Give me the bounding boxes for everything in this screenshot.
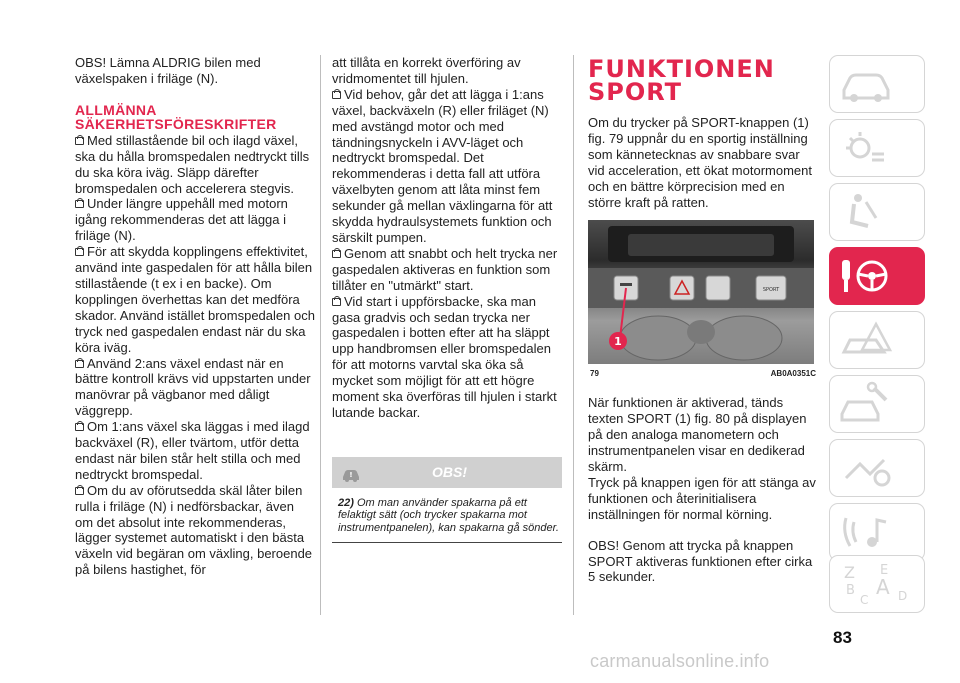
- dashboard-lights-icon: [836, 124, 896, 172]
- note-bullet-icon: [75, 487, 84, 495]
- side-tab-safety[interactable]: [829, 183, 925, 241]
- page-number: 83: [833, 628, 852, 647]
- sport-deactivate-text: Tryck på knappen igen för att stänga av funktionen och återinitialisera inställningen för normal körning.: [588, 474, 816, 522]
- note-header: [332, 457, 562, 488]
- callout-number: 1: [614, 335, 622, 349]
- warning-triangle-car-icon: [836, 316, 896, 364]
- bullet-item: Använd 2:ans växel endast när en bättre kontroll krävs vid uppstarten under manövrar på vägbanor med dåligt väggrepp.: [75, 355, 311, 419]
- figure-number: 79: [590, 369, 599, 379]
- intro-text: OBS! Lämna ALDRIG bilen med växelspaken i friläge (N).: [75, 55, 261, 86]
- note-box: [332, 457, 562, 544]
- figure-caption: [588, 364, 818, 382]
- car-warning-icon: [340, 463, 362, 483]
- side-tab-dashboard[interactable]: [829, 119, 925, 177]
- bullet-item: Vid behov, går det att lägga i 1:ans växel, backväxeln (R) eller friläget (N) med avstängd motor och med tändningsnyckeln i AVV-läget och nedtryckt bromspedal. Det rekommenderas i detta fall att utföra växelbyten genom att låta minst fem sekunder gå mellan växlingarna för att skydda hydraulsystemets funktion och särskilt pumpen.: [332, 86, 553, 245]
- note-title: OBS!: [432, 463, 467, 480]
- note-bullet-icon: [75, 137, 84, 145]
- bullet-item: Om du av oförutsedda skäl låter bilen rulla i friläge (N) i nedförsbackar, även om det absolut inte rekommenderas, lägger systemet automatiskt i den bästa växeln vid begäran om växling, beroende på bilens hastighet, för: [75, 482, 313, 578]
- column-divider: [573, 55, 574, 615]
- note-number: 22): [338, 496, 354, 509]
- svg-text:B: B: [846, 583, 855, 598]
- note-text: Om man använder spakarna på ett felaktigt sätt (och trycker spakarna mot instrumentpanelen), kan spakarna gå sönder.: [338, 496, 559, 534]
- continued-text: att tillåta en korrekt överföring av vridmomentet till hjulen.: [332, 55, 521, 86]
- note-bullet-icon: [332, 298, 341, 306]
- svg-text:D: D: [898, 589, 908, 603]
- figure-code: AB0A0351C: [770, 369, 816, 379]
- note-bullet-icon: [332, 91, 341, 99]
- middle-column: [332, 55, 562, 543]
- side-tab-technical-data[interactable]: [829, 439, 925, 497]
- right-column: [588, 55, 818, 585]
- bullet-item: Under längre uppehåll med motorn igång rekommenderas det att lägga i friläge (N).: [75, 196, 288, 244]
- section-heading-safety: ALLMÄNNA SÄKERHETSFÖRESKRIFTER: [75, 101, 277, 132]
- multimedia-icon: [836, 508, 896, 556]
- sport-note-text: OBS! Genom att trycka på knappen SPORT aktiveras funktionen efter cirka 5 sekunder.: [588, 537, 813, 585]
- side-tab-start-drive[interactable]: [829, 247, 925, 305]
- bullet-item: Genom att snabbt och helt trycka ner gaspedalen aktiveras en funktion som tillåter en "utmärkt" start.: [332, 245, 558, 293]
- wrench-car-icon: [836, 380, 896, 428]
- seat-airbag-icon: [836, 188, 896, 236]
- car-icon: [836, 60, 896, 108]
- note-bullet-icon: [75, 248, 84, 256]
- note-bullet-icon: [75, 200, 84, 208]
- section-heading-sport: FUNKTIONEN SPORT: [588, 55, 775, 106]
- svg-text:E: E: [880, 563, 889, 578]
- svg-text:Z: Z: [844, 563, 855, 582]
- note-bullet-icon: [332, 250, 341, 258]
- svg-text:C: C: [860, 593, 869, 607]
- bullet-item: Vid start i uppförsbacke, ska man gasa gradvis och sedan trycka ner gaspedalen i botten efter att ha släppt upp handbromsen eller bromspedalen för att motorns varvtal ska öka så mycket som möjligt för att ett högre moment ska överföras till hjulen i starkt lutande backar.: [332, 293, 557, 420]
- bullet-item: Med stillastående bil och ilagd växel, ska du hålla bromspedalen nedtryckt tills du ska köra iväg. Släpp därefter bromspedalen och accelerera stegvis.: [75, 132, 310, 196]
- bullet-item: För att skydda kopplingens effektivitet, använd inte gaspedalen för att hålla bilen stillastående (t ex i en backe). Om kopplingen överhettas kan det medföra skador. Använd istället bromspedalen och tryck ned gaspedalen endast när du ska köra iväg.: [75, 244, 315, 355]
- note-bullet-icon: [75, 360, 84, 368]
- column-divider: [320, 55, 321, 615]
- side-tab-car[interactable]: [829, 55, 925, 113]
- note-bullet-icon: [75, 423, 84, 431]
- side-tab-multimedia[interactable]: [829, 503, 925, 561]
- left-column: [75, 55, 315, 578]
- bullet-item: Om 1:ans växel ska läggas i med ilagd backväxel (R), eller tvärtom, utför detta endast när bilen står helt stilla och med nedtryckt bromspedal.: [75, 419, 310, 482]
- tech-data-icon: [836, 444, 896, 492]
- sport-intro-text: Om du trycker på SPORT-knappen (1) fig. 79 uppnår du en sportig inställning som kännetecknas av snabbare svar vid acceleration, ett ökat motormoment och en bättre körprecision med en större kraft på ratten.: [588, 115, 812, 210]
- sport-active-text: När funktionen är aktiverad, tänds texten SPORT (1) fig. 80 på displayen på den analoga manometern och instrumentpanelen visar en dedikerad skärm.: [588, 395, 807, 474]
- alphabetical-index-icon: [836, 560, 916, 608]
- side-tab-maintenance[interactable]: [829, 375, 925, 433]
- watermark: carmanualsonline.info: [590, 651, 770, 671]
- svg-text:!: !: [349, 470, 353, 479]
- side-tab-emergency[interactable]: [829, 311, 925, 369]
- side-tab-index[interactable]: [829, 555, 925, 613]
- dashboard-illustration: [588, 220, 814, 364]
- svg-text:A: A: [876, 575, 890, 599]
- dashboard-photo: [588, 220, 814, 364]
- key-steering-wheel-icon: [836, 252, 896, 300]
- sport-button-label: SPORT: [762, 287, 780, 294]
- note-body: [332, 488, 562, 543]
